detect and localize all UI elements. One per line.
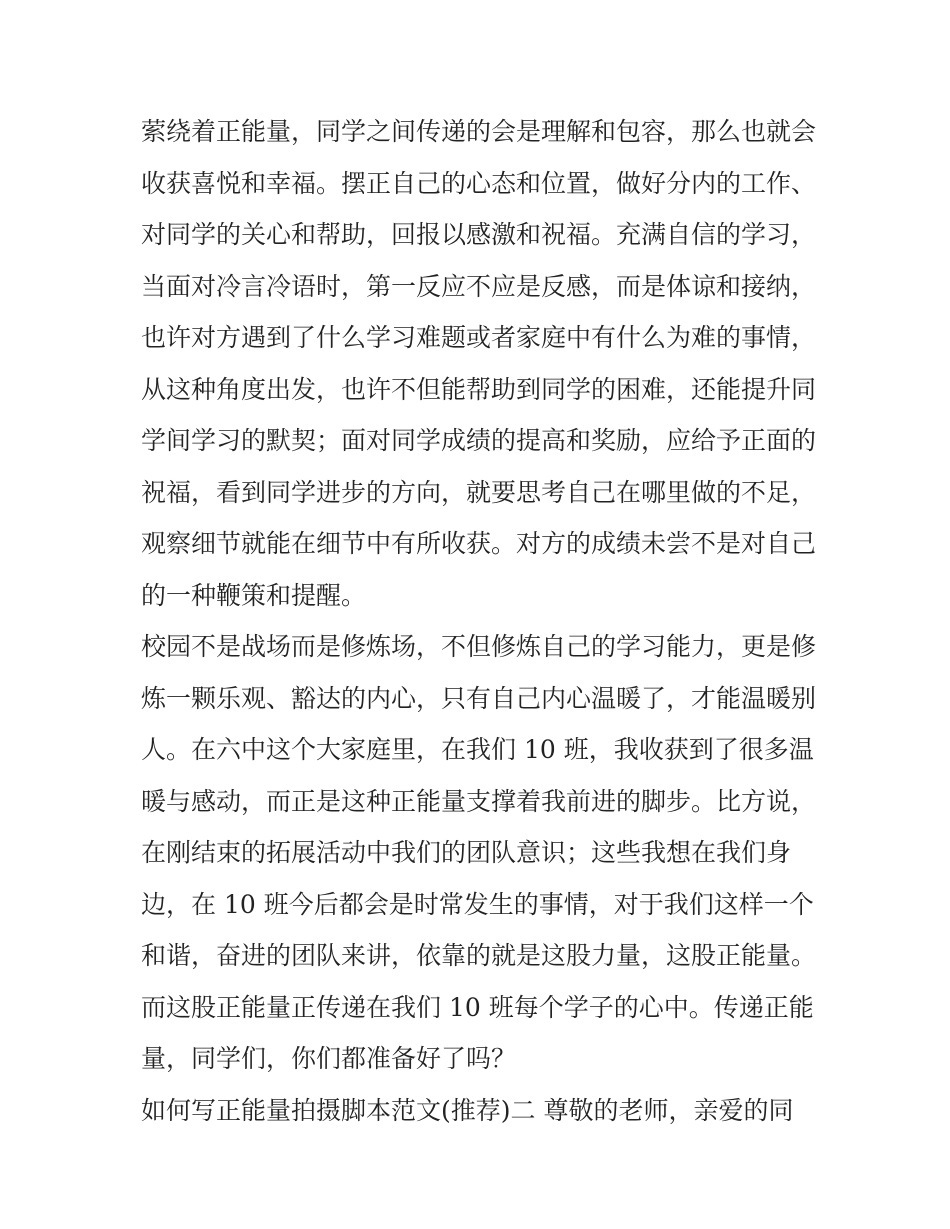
document-body <box>141 106 821 1136</box>
text-line: 学间学习的默契；面对同学成绩的提高和奖励，应给予正面的 <box>141 426 817 455</box>
text-line: 校园不是战场而是修炼场，不但修炼自己的学习能力，更是修 <box>141 632 817 661</box>
text-line: 暖与感动，而正是这种正能量支撑着我前进的脚步。比方说， <box>141 786 817 816</box>
text-line: 人。在六中这个大家庭里，在我们 10 班，我收获到了很多温 <box>141 735 814 764</box>
text-line: 边，在 10 班今后都会是时常发生的事情，对于我们这样一个 <box>141 889 814 919</box>
text-line: 也许对方遇到了什么学习难题或者家庭中有什么为难的事情， <box>141 323 817 352</box>
text-line: 从这种角度出发，也许不但能帮助到同学的困难，还能提升同 <box>141 374 817 404</box>
text-line: 萦绕着正能量，同学之间传递的会是理解和包容，那么也就会 <box>141 117 817 146</box>
text-line: 和谐，奋进的团队来讲，依靠的就是这股力量，这股正能量。 <box>141 941 817 970</box>
text-line: 对同学的关心和帮助，回报以感激和祝福。充满自信的学习， <box>141 220 817 249</box>
text-line: 炼一颗乐观、豁达的内心，只有自己内心温暖了，才能温暖别 <box>141 683 817 713</box>
text-line: 观察细节就能在细节中有所收获。对方的成绩未尝不是对自己 <box>141 529 817 558</box>
text-line: 祝福，看到同学进步的方向，就要思考自己在哪里做的不足， <box>141 477 817 507</box>
text-line: 而这股正能量正传递在我们 10 班每个学子的心中。传递正能 <box>141 992 814 1022</box>
text-line: 的一种鞭策和提醒。 <box>141 580 367 610</box>
text-line: 当面对冷言冷语时，第一反应不应是反感，而是体谅和接纳， <box>141 271 817 301</box>
text-line: 收获喜悦和幸福。摆正自己的心态和位置，做好分内的工作、 <box>141 168 817 198</box>
text-line: 在刚结束的拓展活动中我们的团队意识；这些我想在我们身 <box>141 838 792 867</box>
text-line: 量，同学们，你们都准备好了吗？ <box>141 1044 517 1073</box>
text-line: 如何写正能量拍摄脚本范文(推荐)二 尊敬的老师，亲爱的同 <box>141 1095 794 1125</box>
